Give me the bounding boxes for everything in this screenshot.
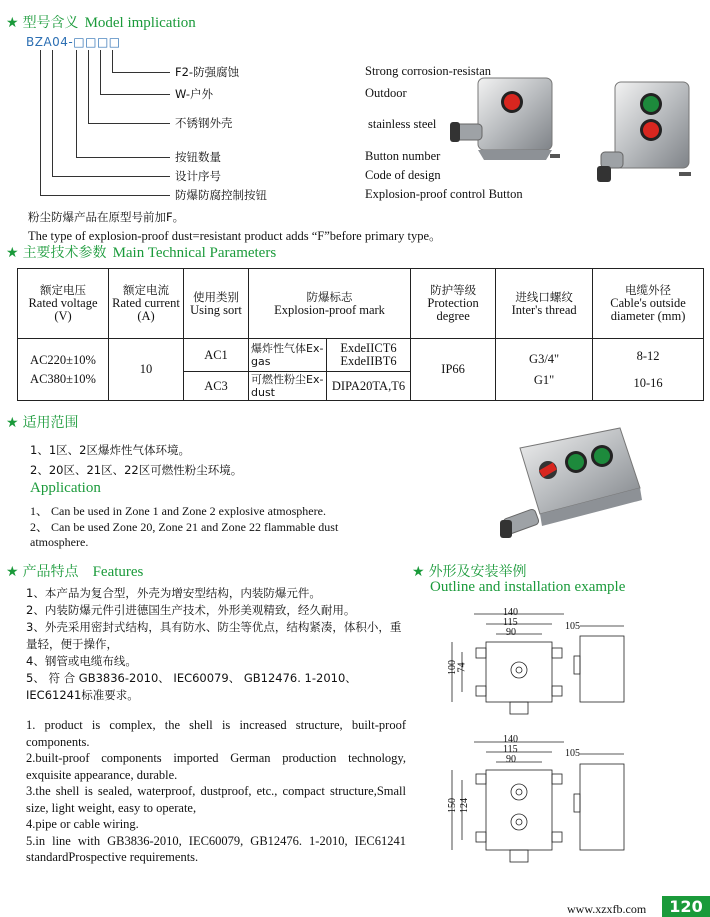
model-label-cn: 按钮数量 [175,150,221,164]
feature-item-cn: 2、内装防爆元件引进德国生产技术，外形美观精致，经久耐用。 [26,603,356,617]
model-label-en: Code of design [365,168,441,182]
table-cell: IP66 [411,339,496,401]
feature-item-en: 4.pipe or cable wiring. [26,817,139,831]
table-row [18,339,704,372]
table-header: 额定电压 Rated voltage (V) [18,269,109,339]
dim-label: 140 [503,607,518,618]
model-label-en: Button number [365,149,441,163]
dim-label: 105 [565,748,580,759]
application-item-cn: 2、20区、21区、22区可燃性粉尘环境。 [30,463,243,477]
dim-label: 100 [447,660,458,675]
application-item-en: 1、 Can be used in Zone 1 and Zone 2 explosive atmosphere. [30,504,326,518]
dust-note-cn: 粉尘防爆产品在原型号前加F。 [28,210,185,224]
star-icon: ★ [6,245,19,261]
product-photo-triple [500,418,650,548]
table-cell: AC1 [184,339,249,372]
tech-table [17,268,704,401]
table-cell: AC3 [184,372,249,401]
features-list-cn [26,585,406,704]
outline-drawing-1 [440,606,630,718]
model-label-cn: W-户外 [175,87,214,101]
feature-item-cn: 3、外壳采用密封式结构，具有防水、防尘等优点，结构紧凑，体积小，重量轻，便于操作， [26,620,402,651]
footer-url: www.xzxfb.com [567,902,647,916]
dim-label: 115 [503,744,518,755]
dim-label: 140 [503,734,518,745]
model-label-en: Explosion-proof control Button [365,187,523,201]
model-label-cn: 不锈钢外壳 [175,116,233,130]
table-header: 进线口螺纹 Inter's thread [496,269,593,339]
star-icon: ★ [6,15,19,31]
table-header: 防护等级 Protection degree [411,269,496,339]
section-features-heading: ★ 产品特点 Features [6,564,144,580]
model-label-en: Strong corrosion-resistan [365,64,492,78]
model-label-cn: F2-防强腐蚀 [175,65,240,79]
table-header: 额定电流 Rated current (A) [109,269,184,339]
table-cell: DIPA20TA,T6 [326,372,410,401]
dim-label: 74 [456,662,468,673]
model-label-en: stainless steel [368,117,437,131]
dim-label: 90 [506,754,516,765]
star-icon: ★ [412,564,425,580]
table-header: 使用类别 Using sort [184,269,249,339]
feature-item-en: 3.the shell is sealed, waterproof, dustproof, etc., compact structure,Small size, light weight, easy to operate, [26,784,406,815]
feature-item-en: 1. product is complex, the shell is increased structure, built-proof components. [26,718,406,749]
dim-label: 90 [506,627,516,638]
table-header: 防爆标志 Explosion-proof mark [249,269,411,339]
outline-heading-en: Outline and installation example [430,579,626,595]
features-list-en [26,717,406,866]
star-icon: ★ [6,564,19,580]
table-cell: G3/4" G1" [496,339,593,401]
feature-item-cn: 5、 符 合 GB3836-2010、 IEC60079、 GB12476. 1-2010、IEC61241标准要求。 [26,671,357,702]
table-header-row [18,269,704,339]
model-code: BZA04-□□□□ [26,35,121,49]
table-header: 电缆外径 Cable's outside diameter (mm) [593,269,704,339]
model-label-cn: 防爆防腐控制按钮 [175,188,267,202]
feature-item-en: 5.in line with GB3836-2010, IEC60079, GB12476. 1-2010, IEC61241 standardProspective requirements. [26,833,406,864]
table-cell: ExdeIICT6 ExdeIIBT6 [326,339,410,372]
table-cell: AC220±10% AC380±10% [18,339,109,401]
dim-label: 105 [565,621,580,632]
application-heading-en: Application [30,480,101,496]
table-cell: 爆炸性气体Ex-gas [249,339,327,372]
dim-label: 115 [503,617,518,628]
table-cell: 8-12 10-16 [593,339,704,401]
application-item-en: 2、 Can be used Zone 20, Zone 21 and Zone 22 flammable dust atmosphere. [30,520,339,549]
application-item-cn: 1、1区、2区爆炸性气体环境。 [30,443,190,457]
section-tech-heading: ★ 主要技术参数 Main Technical Parameters [6,245,277,261]
page-number: 120 [662,896,710,917]
feature-item-en: 2.built-proof components imported German production technology, exquisite appearance, durable. [26,751,406,782]
table-cell: 10 [109,339,184,401]
product-photo-single [450,72,560,192]
feature-item-cn: 4、钢管或电缆布线。 [26,654,137,668]
model-label-en: Outdoor [365,86,407,100]
section-application-heading: ★ 适用范围 [6,415,79,431]
star-icon: ★ [6,415,19,431]
product-photo-double [595,78,695,198]
feature-item-cn: 1、本产品为复合型，外壳为增安型结构，内装防爆元件。 [26,586,321,600]
section-outline-heading: ★ 外形及安装举例 [412,564,527,580]
dim-label: 124 [459,798,470,813]
model-label-cn: 设计序号 [175,169,221,183]
table-cell: 可燃性粉尘Ex-dust [249,372,327,401]
dim-label: 150 [447,798,458,813]
section-model-heading: ★ 型号含义 Model implication [6,15,196,31]
dust-note-en: The type of explosion-proof dust=resistant product adds “F”before primary type。 [28,229,442,243]
